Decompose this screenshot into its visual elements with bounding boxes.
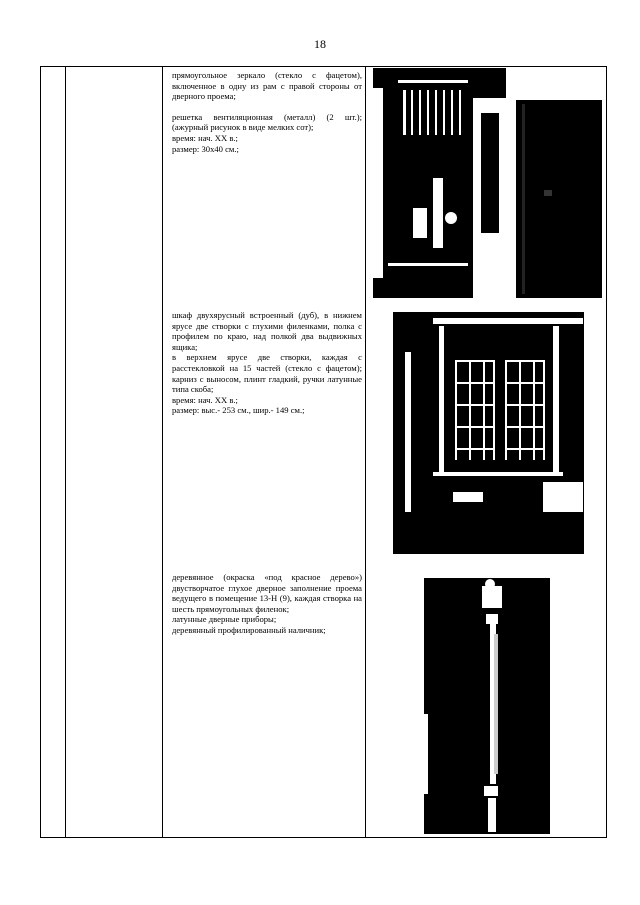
table-border-top	[40, 66, 607, 67]
item-description-cabinet	[172, 310, 362, 416]
item-description-mirror	[172, 70, 362, 154]
description-line: латунные дверные приборы;	[172, 614, 277, 625]
table-border-bottom	[40, 837, 607, 838]
description-line: время: нач. XX в.;	[172, 132, 238, 143]
column-divider-2	[162, 66, 163, 838]
description-line: деревянный профилированный наличник;	[172, 624, 326, 635]
description-line: шкаф двухярусный встроенный (дуб), в нижнем ярусе две створки с глухими филенками, полка с профилем по краю, над полкой два выдвижных ящика;	[172, 310, 362, 352]
description-line: решетка вентиляционная (металл) (2 шт.); (ажурный рисунок в виде мелких сот);	[172, 111, 362, 133]
description-line: размер: выс.- 253 см., шир.- 149 см.;	[172, 405, 305, 416]
table-border-right	[606, 66, 607, 838]
photo-mirror-frame	[373, 68, 506, 298]
column-divider-1	[65, 66, 66, 838]
photo-oak-cabinet	[393, 312, 584, 554]
description-line: деревянное (окраска «под красное дерево») двустворчатое глухое дверное заполнение проема ведущего в помещение 13-Н (9), каждая створка на шесть прямоугольных филенок;	[172, 572, 362, 614]
photo-double-door	[424, 574, 550, 834]
description-line: размер: 30х40 см.;	[172, 143, 239, 154]
heritage-items-table	[40, 66, 607, 838]
item-description-door	[172, 572, 362, 636]
photo-vent-grille	[516, 98, 602, 298]
page-number: 18	[314, 37, 326, 51]
table-border-left	[40, 66, 41, 838]
description-line: время: нач. XX в.;	[172, 394, 238, 405]
description-line: прямоугольное зеркало (стекло с фацетом), включенное в одну из рам с правой стороны от дверного проема;	[172, 70, 362, 102]
description-line: в верхнем ярусе две створки, каждая с расстекловкой на 15 частей (стекло с фацетом); карниз с выносом, плинт гладкий, ручки латунные типа скоба;	[172, 352, 362, 395]
column-divider-3	[365, 66, 366, 838]
